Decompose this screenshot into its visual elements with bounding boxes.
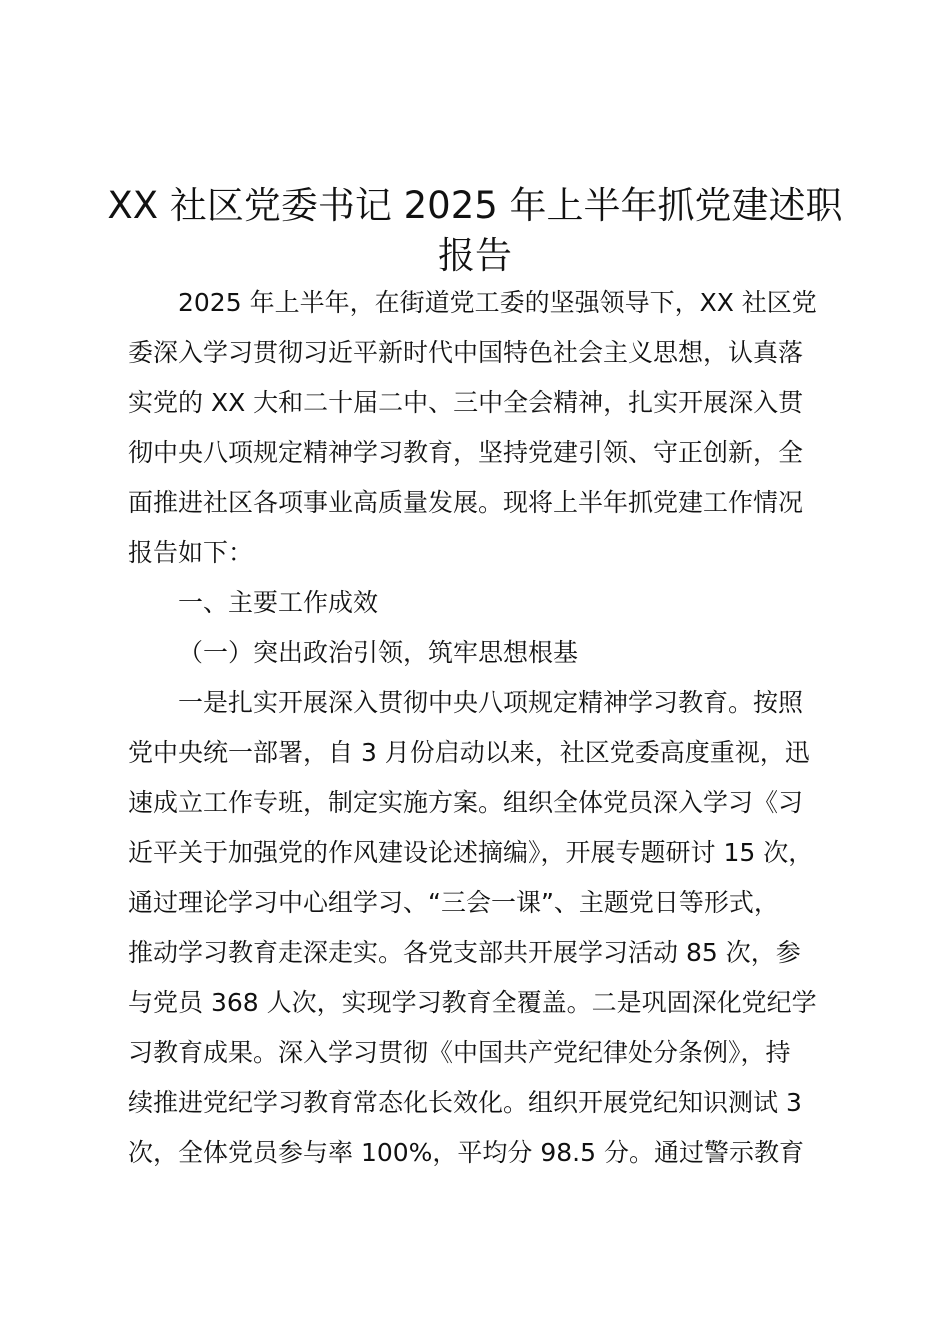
body-line: 委深入学习贯彻习近平新时代中国特色社会主义思想，认真落 [128, 338, 804, 367]
body-line: 报告如下： [128, 538, 254, 567]
body-line: 一是扎实开展深入贯彻中央八项规定精神学习教育。按照 [178, 688, 804, 717]
body-line: 彻中央八项规定精神学习教育，坚持党建引领、守正创新，全 [128, 438, 804, 467]
body-line: 习教育成果。深入学习贯彻《中国共产党纪律处分条例》，持 [128, 1038, 791, 1067]
body-line: 实党的 XX 大和二十届二中、三中全会精神，扎实开展深入贯 [128, 388, 804, 417]
body-line: 通过理论学习中心组学习、“三会一课”、主题党日等形式， [128, 888, 779, 917]
body-line: 面推进社区各项事业高质量发展。现将上半年抓党建工作情况 [128, 488, 804, 517]
section-heading: 一、主要工作成效 [178, 588, 379, 617]
body-line: 与党员 368 人次，实现学习教育全覆盖。二是巩固深化党纪学 [128, 988, 817, 1017]
body-line: 次，全体党员参与率 100%，平均分 98.5 分。通过警示教育 [128, 1138, 804, 1167]
body-line: 速成立工作专班，制定实施方案。组织全体党员深入学习《习 [128, 788, 804, 817]
body-line: 党中央统一部署，自 3 月份启动以来，社区党委高度重视，迅 [128, 738, 810, 767]
body-line: 2025 年上半年，在街道党工委的坚强领导下，XX 社区党 [178, 288, 817, 317]
document-title-line-2: 报告 [438, 234, 512, 277]
body-line: 推动学习教育走深走实。各党支部共开展学习活动 85 次，参 [128, 938, 801, 967]
subsection-heading: （一）突出政治引领，筑牢思想根基 [178, 638, 579, 667]
body-line: 近平关于加强党的作风建设论述摘编》，开展专题研讨 15 次， [128, 838, 814, 867]
body-line: 续推进党纪学习教育常态化长效化。组织开展党纪知识测试 3 [128, 1088, 802, 1117]
document-title-line-1: XX 社区党委书记 2025 年上半年抓党建述职 [107, 184, 843, 227]
